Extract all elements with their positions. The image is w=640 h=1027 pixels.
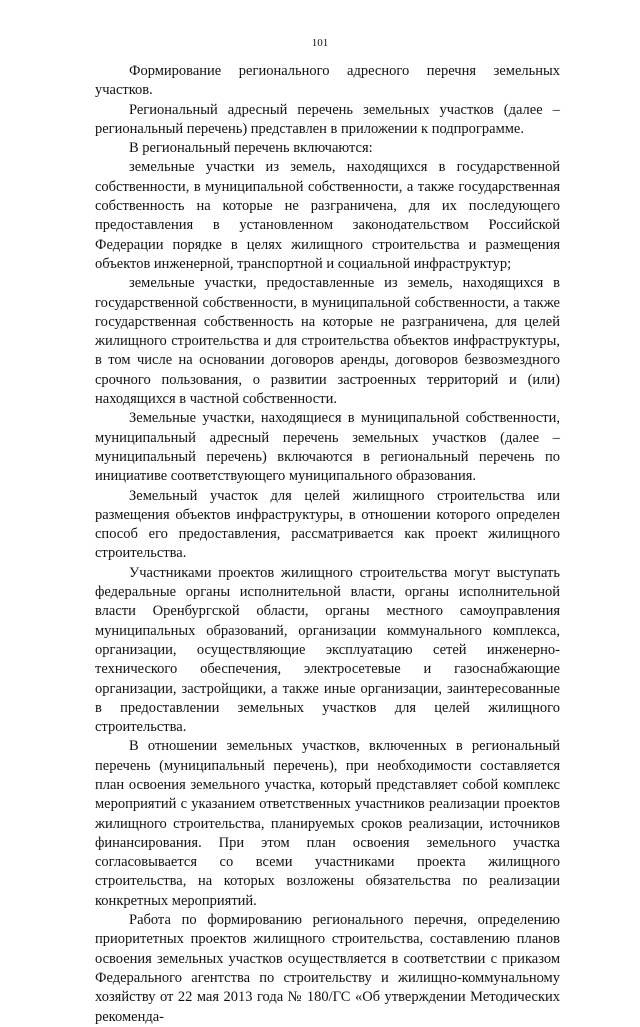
paragraph-regulation-reference: Работа по формированию регионального перечня, определению приоритетных проектов жилищного строительства, составлению планов освоения земельных участков осуществляется в соответствии с приказом Федерального агентства по строительству и жилищно-коммунальному хозяйству от 22 мая 2013 года № 180/ГС «Об утверждении Методических рекоменда- — [95, 912, 560, 1025]
paragraph-list-item-state-lands: земельные участки из земель, находящихся в государственной собственности, в муниципальной собственности, а также государственная собственность на которые не разграничена, для их последующего предоставления в установленном законодательством Российской Федерации порядке в целях жилищного строительства и размещения объектов инженерной, транспортной и социальной инфраструктур; — [95, 159, 560, 272]
paragraph-construction-project: Земельный участок для целей жилищного строительства или размещения объектов инфраструктуры, в отношении которого определен способ его предоставления, рассматривается как проект жилищного строительства. — [95, 487, 560, 562]
paragraph-development-plan: В отношении земельных участков, включенных в региональный перечень (муниципальный перечень), при необходимости составляется план освоения земельного участка, который представляет собой комплекс мероприятий с указанием ответственных участников реализации проектов жилищного строительства, планируемых сроков реализации, источников финансирования. При этом план освоения земельного участка согласовывается со всеми участниками проекта жилищного строительства, на которых возложены обязательства по реализации конкретных мероприятий. — [95, 738, 560, 909]
paragraph-section-heading: Формирование регионального адресного перечня земельных участков. — [95, 63, 560, 99]
paragraph-regional-list-intro: Региональный адресный перечень земельных участков (далее – региональный перечень) представлен в приложении к подпрограмме. — [95, 101, 560, 137]
paragraph-project-participants: Участниками проектов жилищного строительства могут выступать федеральные органы исполнительной власти, органы исполнительной власти Оренбургской области, органы местного самоуправления муниципальных образований, организации коммунального комплекса, организации, осуществляющие эксплуатацию сетей инженерно-технического обеспечения, электросетевые и газоснабжающие организации, застройщики, а также иные организации, заинтересованные в предоставлении земельных участков для целей жилищного строительства. — [95, 564, 560, 736]
body-text — [95, 62, 560, 1027]
paragraph-municipal-list: Земельные участки, находящиеся в муниципальной собственности, муниципальный адресный перечень земельных участков (далее – муниципальный перечень) включаются в региональный перечень по инициативе соответствующего муниципального образования. — [95, 410, 560, 485]
page-number: 101 — [311, 37, 329, 49]
paragraph-list-includes: В региональный перечень включаются: — [129, 140, 373, 157]
paragraph-list-item-provided-lands: земельные участки, предоставленные из земель, находящихся в государственной собственности, в муниципальной собственности, а также государственная собственность на которые не разграничена, для целей жилищного строительства и для строительства объектов инфраструктуры, в том числе на основании договоров аренды, договоров безвозмездного срочного пользования, о развитии застроенных территорий и (или) находящихся в частной собственности. — [95, 275, 560, 408]
